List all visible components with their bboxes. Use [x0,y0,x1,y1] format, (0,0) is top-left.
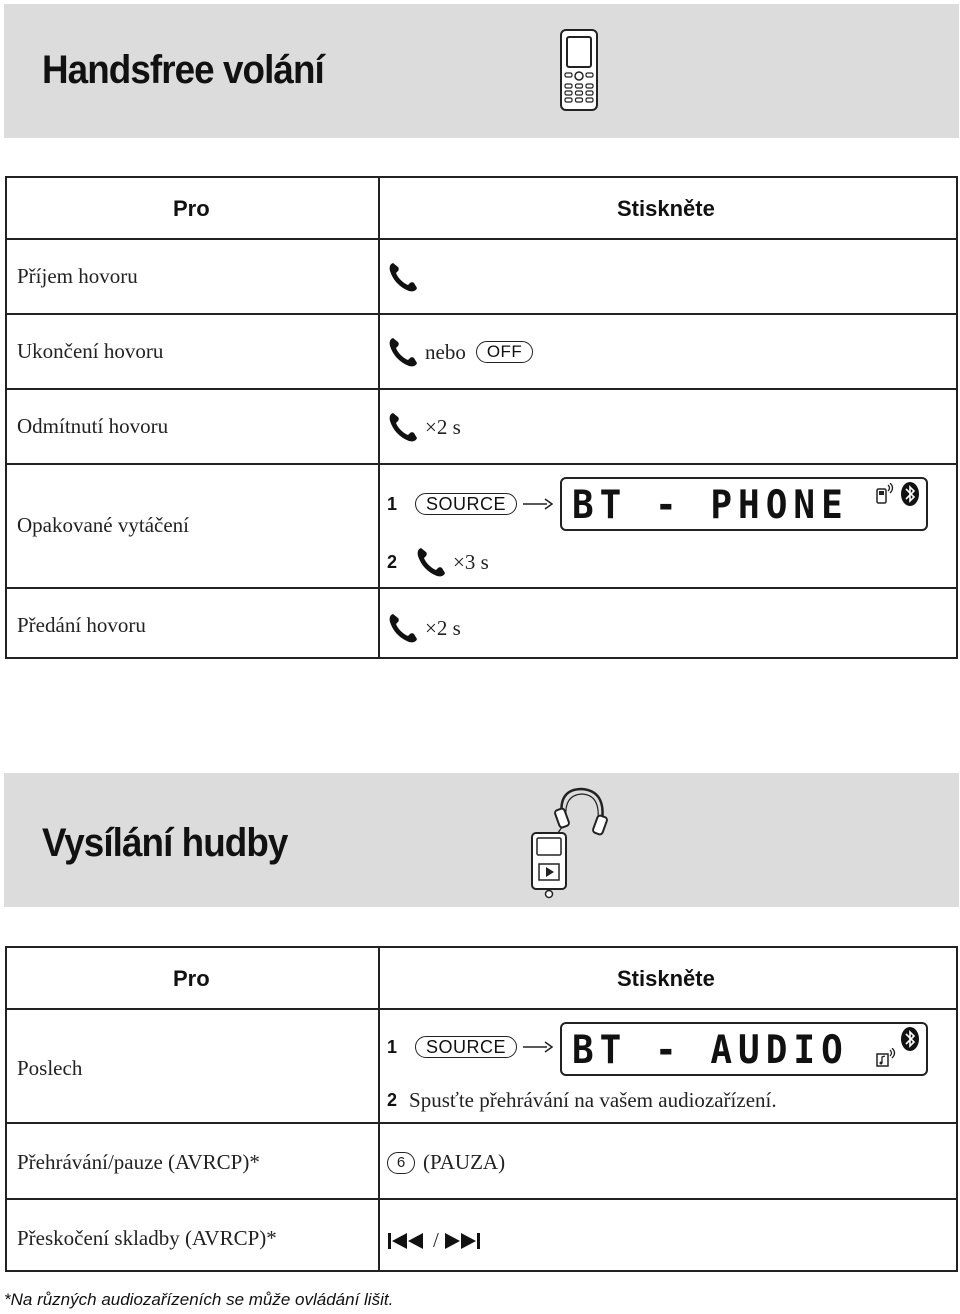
phone-call-button-icon [415,545,449,579]
row-label: Přehrávání/pauze (AVRCP)* [17,1150,260,1174]
row-label: Poslech [17,1056,83,1080]
lcd-text: BT - PHONE [572,482,849,529]
table-header-row [7,178,956,238]
header-stisknete: Stiskněte [617,196,715,221]
bluetooth-icon [900,1026,920,1052]
lcd-display [560,1022,928,1076]
source-button: SOURCE [415,493,517,515]
header-pro: Pro [173,196,210,221]
row-label: Ukončení hovoru [17,339,164,363]
step-number: 1 [387,493,398,514]
lcd-text: BT - AUDIO [572,1027,849,1074]
table-row [7,238,956,313]
table-row [7,388,956,463]
phone-call-button-icon [387,260,421,294]
bluetooth-icon [900,481,920,507]
header-pro: Pro [173,966,210,991]
header-stisknete: Stiskněte [617,966,715,991]
table-row [7,587,956,659]
table-header-row [7,948,956,1008]
hold-duration: ×2 s [425,615,461,640]
section-banner-handsfree [4,4,959,138]
step-number: 2 [387,551,398,572]
row-label: Příjem hovoru [17,264,138,288]
skip-next-icon [443,1232,485,1250]
phone-call-button-icon [387,335,421,369]
step-number: 2 [387,1090,398,1110]
table-row [7,1008,956,1122]
footnote: *Na různých audiozařízeních se může ovládání lišit. [4,1290,394,1309]
table-row [7,463,956,587]
separator-slash: / [433,1228,439,1252]
source-button: SOURCE [415,1036,517,1058]
table-row [7,1122,956,1198]
mobile-phone-icon [559,28,599,112]
step-instruction: Spusťte přehrávání na vašem audiozařízení. [409,1088,777,1112]
handsfree-table [5,176,958,659]
section-title: Vysílání hudby [42,821,288,865]
arrow-right-icon [523,1041,553,1053]
table-row [7,1198,956,1272]
table-row [7,313,956,388]
arrow-right-icon [523,498,553,510]
conjunction-text: nebo [425,339,466,364]
skip-previous-icon [387,1232,429,1250]
row-label: Předání hovoru [17,613,146,637]
step-number: 1 [387,1036,398,1057]
phone-call-button-icon [387,611,421,645]
music-status-icon [876,1048,898,1068]
hold-duration: ×2 s [425,414,461,439]
row-label: Odmítnutí hovoru [17,414,169,438]
section-title: Handsfree volání [42,48,324,92]
hold-duration: ×3 s [453,549,489,574]
row-label: Opakované vytáčení [17,513,190,537]
number-6-button: 6 [387,1152,415,1174]
section-banner-music [4,773,959,907]
pause-label: (PAUZA) [423,1150,506,1174]
phone-call-button-icon [387,410,421,444]
phone-status-icon [876,483,896,505]
off-button: OFF [476,341,534,363]
music-table [5,946,958,1272]
row-label: Přeskočení skladby (AVRCP)* [17,1226,277,1250]
audio-player-headphones-icon [524,781,614,905]
lcd-display [560,477,928,531]
